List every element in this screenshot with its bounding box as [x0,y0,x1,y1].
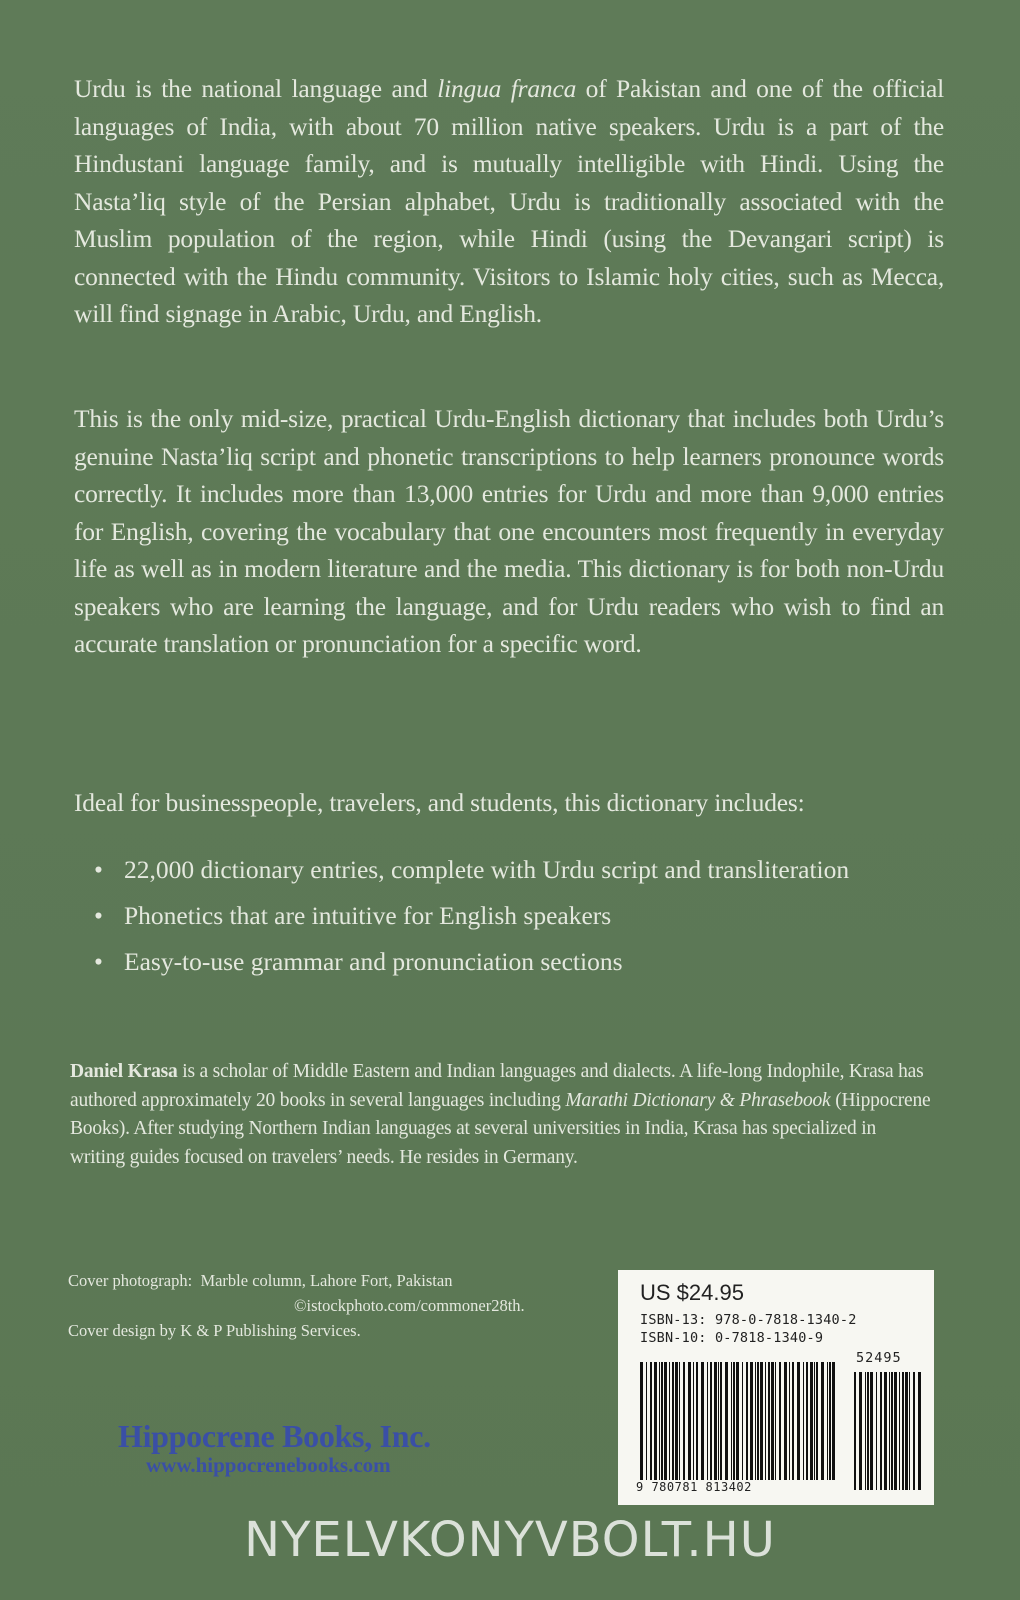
photo-credit: ©istockphoto.com/commoner28th. [294,1296,525,1315]
bullet-icon: • [94,947,103,976]
barcode-bar [775,1362,776,1480]
barcode-bar [854,1372,856,1490]
photo-label: Cover photograph: [68,1271,193,1290]
barcode-bar [731,1362,732,1480]
barcode-bar [829,1362,831,1480]
list-item: • 22,000 dictionary entries, complete with Urdu script and transliteration [90,852,910,888]
barcode-digits: 9 780781 813402 [636,1480,752,1494]
barcode-bar [905,1372,908,1490]
barcode-bar [918,1372,921,1490]
barcode-bar [768,1362,770,1480]
photo-value: Marble column, Lahore Fort, Pakistan [200,1271,453,1290]
barcode-bar [792,1362,794,1480]
barcode-bar [784,1362,787,1480]
book-title: Marathi Dictionary & Phrasebook [565,1089,831,1111]
addon-digits: 52495 [856,1350,902,1366]
bullet-icon: • [94,901,103,930]
bullet-icon: • [94,855,103,884]
barcode-bar [646,1362,647,1480]
feature-list [90,852,910,990]
barcode-bar [701,1362,704,1480]
list-item: • Easy-to-use grammar and pronunciation sections [90,944,910,980]
barcode-bar [902,1372,904,1490]
ideal-text: Ideal for businesspeople, travelers, and students, this dictionary includes: [74,788,805,817]
barcode-bar [659,1362,660,1480]
barcode-bar [725,1362,728,1480]
barcode-bar [771,1362,774,1480]
barcode-bar [661,1362,663,1480]
design-credit: Cover design by K & P Publishing Services. [68,1321,361,1340]
publisher-url: www.hippocrenebooks.com [146,1453,391,1477]
intro-text-2: of Pakistan and one of the official languages of India, with about 70 million native speakers. Urdu is a part of the Hindustani language family, and is mutually intelligible with Hindi. Using the Nasta’liq style of the Persian alphabet, Urdu is traditionally associated with the Muslim population of the region, while Hindi (using the Devangari script) is connected with the Hindu community. Visitors to Islamic holy cities, such as Mecca, will find signage in Arabic, Urdu, and English. [74,74,944,328]
barcode-bar [827,1362,828,1480]
watermark: NYELVKONYVBOLT.HU [244,1512,776,1568]
barcode-bar [867,1372,869,1490]
barcode-bar [746,1362,748,1480]
author-name: Daniel Krasa [70,1061,178,1082]
barcode-bar [876,1372,877,1490]
barcode-bar [720,1362,722,1480]
barcode-bar [750,1362,753,1480]
barcode-bar [789,1362,790,1480]
cover-credits [68,1268,628,1343]
author-bio: Daniel Krasa is a scholar of Middle Eastern and Indian languages and dialects. A life-long Indophile, Krasa has authored approximately 20 books in several languages including Marathi Dictionary & Phrasebook (Hippocrene Books). After studying Northern Indian languages at several universities in India, Krasa has specialized in writing guides focused on travelers’ needs. He resides in Germany. [70,1061,931,1168]
barcode-bar [688,1362,691,1480]
barcode-bar [810,1362,813,1480]
barcode-bar [779,1362,781,1480]
publisher-name: Hippocrene Books, Inc. [118,1418,431,1454]
barcode-bar [707,1362,708,1480]
intro-text-1: Urdu is the national language and [74,74,438,103]
barcode-bar [760,1362,763,1480]
barcode-bar [693,1362,694,1480]
barcode-bar [880,1372,882,1490]
barcode-bar [832,1362,835,1480]
isbn-10: ISBN-10: 0-7818-1340-9 [640,1330,824,1346]
barcode-icon [638,1362,838,1490]
barcode-bar [816,1362,818,1480]
barcode-bar [865,1372,866,1490]
intro-italic: lingua franca [437,74,577,103]
barcode-bar [669,1362,670,1480]
barcode-bar [797,1362,800,1480]
addon-barcode-icon [852,1372,924,1490]
barcode-bar [672,1362,674,1480]
barcode-bar [675,1362,678,1480]
barcode-bar [654,1362,657,1480]
barcode-bar [889,1372,890,1490]
price: US $24.95 [640,1280,744,1305]
barcode-bar [755,1362,756,1480]
barcode-bar [821,1362,824,1480]
barcode-bar [765,1362,766,1480]
list-item: • Phonetics that are intuitive for English speakers [90,898,910,934]
price-barcode-box [618,1270,934,1505]
barcode-bar [803,1362,804,1480]
barcode-bar [894,1372,897,1490]
barcode-bar [640,1362,643,1480]
barcode-bar [870,1372,873,1490]
barcode-bar [714,1362,717,1480]
ideal-paragraph [74,784,944,822]
barcode-bar [696,1362,698,1480]
barcode-bar [859,1372,862,1490]
barcode-bar [899,1372,900,1490]
barcode-bar [757,1362,759,1480]
barcode-bar [664,1362,667,1480]
description-text: This is the only mid-size, practical Urdu-English dictionary that includes both Urdu’s genuine Nasta’liq script and phonetic transcriptions to help learners pronounce words correctly. It includes more than 13,000 entries for Urdu and more than 9,000 entries for English, covering the vocabulary that one encounters most frequently in everyday life as well as in modern literature and the media. This dictionary is for both non-Urdu speakers who are learning the language, and for Urdu readers who wish to find an accurate translation or pronunciation for a specific word. [74,404,944,658]
barcode-bar [710,1362,712,1480]
isbn-13: ISBN-13: 978-0-7818-1340-2 [640,1312,857,1328]
barcode-bar [650,1362,652,1480]
barcode-bar [909,1372,910,1490]
barcode-bar [814,1362,815,1480]
barcode-bar [736,1362,739,1480]
barcode-bar [733,1362,735,1480]
barcode-bar [884,1372,887,1490]
barcode-bar [718,1362,719,1480]
barcode-bar [742,1362,743,1480]
description-paragraph [74,400,944,663]
barcode-bar [679,1362,680,1480]
barcode-bar [913,1372,915,1490]
publisher-logo [118,1418,538,1478]
barcode-bar [683,1362,685,1480]
barcode-bar [891,1372,893,1490]
intro-paragraph [74,70,944,333]
barcode-bar [806,1362,808,1480]
